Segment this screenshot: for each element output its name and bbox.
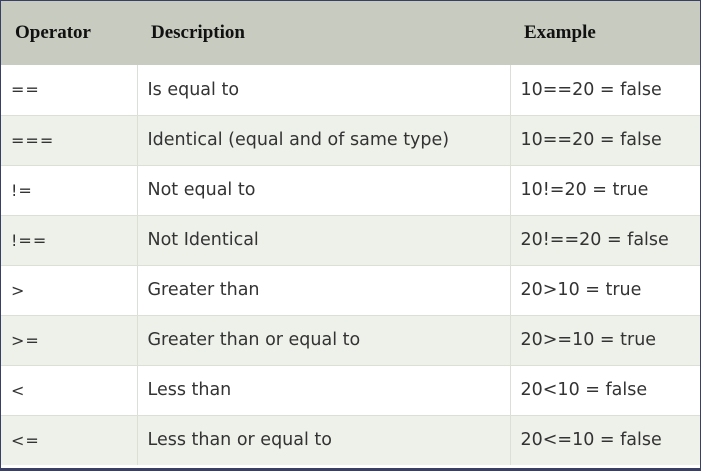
operator-cell: <= [1, 415, 137, 465]
operator-cell: == [1, 65, 137, 115]
table-row [1, 415, 700, 465]
description-cell: Identical (equal and of same type) [137, 115, 510, 165]
example-cell: 10!=20 = true [510, 165, 700, 215]
table-row [1, 315, 700, 365]
example-cell: 20>10 = true [510, 265, 700, 315]
example-cell: 20!==20 = false [510, 215, 700, 265]
table-row [1, 65, 700, 115]
example-cell: 10==20 = false [510, 65, 700, 115]
table-row [1, 365, 700, 415]
description-cell: Less than [137, 365, 510, 415]
operator-cell: > [1, 265, 137, 315]
operator-cell: < [1, 365, 137, 415]
comparison-operators-table [1, 1, 700, 465]
table-header-row [1, 1, 700, 65]
header-description: Description [151, 22, 245, 43]
example-cell: 10==20 = false [510, 115, 700, 165]
description-cell: Not equal to [137, 165, 510, 215]
table-row [1, 115, 700, 165]
description-cell: Is equal to [137, 65, 510, 115]
description-cell: Not Identical [137, 215, 510, 265]
operator-cell: !== [1, 215, 137, 265]
header-example: Example [524, 22, 596, 43]
description-cell: Greater than or equal to [137, 315, 510, 365]
operator-cell: != [1, 165, 137, 215]
operator-cell: >= [1, 315, 137, 365]
example-cell: 20>=10 = true [510, 315, 700, 365]
description-cell: Greater than [137, 265, 510, 315]
description-cell: Less than or equal to [137, 415, 510, 465]
example-cell: 20<=10 = false [520, 430, 662, 451]
example-cell: 20<10 = false [510, 365, 700, 415]
table-row [1, 215, 700, 265]
operator-cell: === [1, 115, 137, 165]
header-operator: Operator [15, 22, 91, 43]
table-row [1, 265, 700, 315]
table-row [1, 165, 700, 215]
